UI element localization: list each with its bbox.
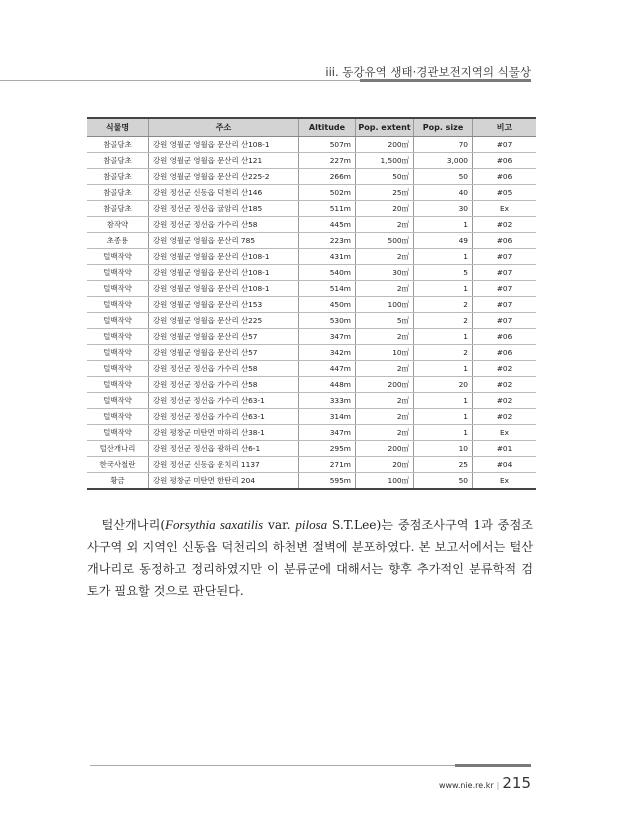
cell-altitude: 223m [299,233,356,249]
table-row [87,265,536,281]
table-header-row [87,118,536,137]
header-divider [0,80,360,81]
cell-address: 강원 정선군 정선읍 가수리 산58 [149,377,299,393]
cell-note: Ex [473,425,537,441]
cell-plant-name: 참골담초 [87,137,149,153]
variety-name: pilosa [295,517,328,532]
table-body [87,137,536,490]
cell-note: #07 [473,313,537,329]
cell-pop-extent: 2㎡ [356,361,414,377]
cell-plant-name: 털백작약 [87,409,149,425]
cell-pop-extent: 2㎡ [356,425,414,441]
cell-plant-name: 털백작약 [87,297,149,313]
cell-address: 강원 정선군 정선읍 가수리 산63-1 [149,393,299,409]
cell-note: #06 [473,329,537,345]
cell-altitude: 314m [299,409,356,425]
cell-altitude: 514m [299,281,356,297]
cell-plant-name: 초종용 [87,233,149,249]
cell-address: 강원 평창군 미탄면 마하리 산38-1 [149,425,299,441]
table-row [87,377,536,393]
cell-pop-size: 40 [414,185,473,201]
cell-note: #02 [473,393,537,409]
cell-address: 강원 영월군 영월읍 문산리 산57 [149,345,299,361]
cell-note: #07 [473,137,537,153]
cell-altitude: 342m [299,345,356,361]
scientific-name: Forsythia saxatilis [165,517,264,532]
cell-pop-size: 25 [414,457,473,473]
cell-pop-size: 1 [414,393,473,409]
cell-address: 강원 정선군 정선읍 가수리 산63-1 [149,409,299,425]
table-row [87,409,536,425]
cell-address: 강원 영월군 영월읍 문산리 산121 [149,153,299,169]
table-row [87,441,536,457]
cell-note: Ex [473,473,537,490]
table-row [87,329,536,345]
cell-pop-size: 10 [414,441,473,457]
paragraph-text: var. [263,518,296,532]
table-row [87,201,536,217]
cell-pop-extent: 200㎡ [356,137,414,153]
cell-note: #02 [473,377,537,393]
table-row [87,457,536,473]
cell-pop-size: 70 [414,137,473,153]
column-header-altitude: Altitude [299,118,356,137]
footer-divider [90,765,455,766]
cell-address: 강원 정선군 정선읍 귤암리 산185 [149,201,299,217]
cell-altitude: 448m [299,377,356,393]
column-header-note: 비고 [473,118,537,137]
cell-pop-size: 3,000 [414,153,473,169]
cell-note: #06 [473,169,537,185]
running-header: iii. 동강유역 생태·경관보전지역의 식물상 [325,65,531,79]
cell-plant-name: 털백작약 [87,249,149,265]
cell-altitude: 530m [299,313,356,329]
cell-note: #07 [473,297,537,313]
cell-pop-size: 5 [414,265,473,281]
cell-note: #05 [473,185,537,201]
cell-address: 강원 영월군 영월읍 문산리 785 [149,233,299,249]
cell-altitude: 511m [299,201,356,217]
cell-note: #04 [473,457,537,473]
cell-address: 강원 영월군 영월읍 문산리 산57 [149,329,299,345]
cell-pop-extent: 50㎡ [356,169,414,185]
cell-pop-size: 2 [414,313,473,329]
cell-pop-size: 50 [414,473,473,490]
cell-address: 강원 영월군 영월읍 문산리 산108-1 [149,137,299,153]
cell-pop-size: 1 [414,217,473,233]
cell-pop-size: 30 [414,201,473,217]
cell-altitude: 540m [299,265,356,281]
table-row [87,313,536,329]
cell-note: #01 [473,441,537,457]
cell-pop-size: 2 [414,345,473,361]
column-header-address: 주소 [149,118,299,137]
cell-pop-size: 1 [414,281,473,297]
cell-address: 강원 정선군 정선읍 가수리 산58 [149,217,299,233]
cell-pop-extent: 20㎡ [356,201,414,217]
cell-plant-name: 털백작약 [87,313,149,329]
paragraph-text: S.T.Lee)는 중점조사구역 1과 중점조사구역 외 지역인 신동읍 덕천리의 하천변 절벽에 분포하였다. 본 보고서에서는 털산개나리로 동정하고 정리하였지만 이 분류군에 대해서는 향후 추가적인 분류학적 검토가 필요할 것으로 판단된다. [87,518,534,598]
cell-pop-extent: 200㎡ [356,441,414,457]
cell-address: 강원 영월군 영월읍 문산리 산153 [149,297,299,313]
main-content [87,117,533,602]
cell-altitude: 595m [299,473,356,490]
column-header-pop-size: Pop. size [414,118,473,137]
cell-pop-size: 1 [414,425,473,441]
cell-note: #02 [473,361,537,377]
cell-address: 강원 영월군 영월읍 문산리 산108-1 [149,265,299,281]
cell-note: #07 [473,281,537,297]
cell-pop-size: 49 [414,233,473,249]
table-row [87,361,536,377]
cell-pop-size: 2 [414,297,473,313]
cell-pop-extent: 2㎡ [356,281,414,297]
cell-pop-extent: 100㎡ [356,473,414,490]
table-row [87,345,536,361]
page-footer [400,773,531,792]
cell-pop-size: 1 [414,361,473,377]
cell-pop-extent: 30㎡ [356,265,414,281]
cell-plant-name: 한국사철란 [87,457,149,473]
table-row [87,393,536,409]
cell-altitude: 271m [299,457,356,473]
cell-altitude: 333m [299,393,356,409]
cell-altitude: 347m [299,329,356,345]
cell-address: 강원 정선군 신동읍 덕천리 산146 [149,185,299,201]
table-row [87,249,536,265]
cell-address: 강원 영월군 영월읍 문산리 산225-2 [149,169,299,185]
cell-pop-extent: 2㎡ [356,217,414,233]
footer-url: www.nie.re.kr [438,781,494,790]
cell-plant-name: 참골담초 [87,153,149,169]
cell-altitude: 445m [299,217,356,233]
cell-note: #06 [473,233,537,249]
cell-plant-name: 털백작약 [87,281,149,297]
cell-note: #02 [473,409,537,425]
cell-address: 강원 영월군 영월읍 문산리 산108-1 [149,249,299,265]
cell-plant-name: 털백작약 [87,345,149,361]
cell-plant-name: 참골담초 [87,169,149,185]
cell-pop-extent: 5㎡ [356,313,414,329]
cell-note: #06 [473,153,537,169]
cell-plant-name: 털백작약 [87,329,149,345]
plant-location-table [87,117,536,490]
cell-note: #07 [473,265,537,281]
table-row [87,217,536,233]
cell-altitude: 447m [299,361,356,377]
table-row [87,185,536,201]
cell-pop-extent: 500㎡ [356,233,414,249]
cell-pop-size: 1 [414,409,473,425]
cell-altitude: 347m [299,425,356,441]
cell-address: 강원 영월군 영월읍 문산리 산225 [149,313,299,329]
header-accent-bar [360,79,531,82]
footer-accent-bar [455,764,531,767]
cell-note: #02 [473,217,537,233]
cell-pop-size: 50 [414,169,473,185]
cell-plant-name: 황금 [87,473,149,490]
page-number: 215 [502,774,531,792]
cell-pop-extent: 10㎡ [356,345,414,361]
cell-plant-name: 털백작약 [87,361,149,377]
column-header-plant-name: 식물명 [87,118,149,137]
cell-altitude: 507m [299,137,356,153]
cell-pop-extent: 25㎡ [356,185,414,201]
cell-altitude: 295m [299,441,356,457]
cell-pop-extent: 2㎡ [356,249,414,265]
cell-altitude: 227m [299,153,356,169]
cell-address: 강원 정선군 정선읍 광하리 산6-1 [149,441,299,457]
cell-address: 강원 정선군 정선읍 가수리 산58 [149,361,299,377]
cell-pop-size: 20 [414,377,473,393]
paragraph-text: 털산개나리( [101,518,166,532]
cell-address: 강원 정선군 신동읍 운치리 1137 [149,457,299,473]
footer-separator: | [496,781,500,790]
cell-note: #07 [473,249,537,265]
cell-pop-extent: 200㎡ [356,377,414,393]
cell-pop-extent: 2㎡ [356,329,414,345]
cell-plant-name: 털산개나리 [87,441,149,457]
column-header-pop-extent: Pop. extent [356,118,414,137]
table-row [87,153,536,169]
table-row [87,281,536,297]
cell-plant-name: 털백작약 [87,377,149,393]
table-row [87,425,536,441]
table-row [87,297,536,313]
cell-note: #06 [473,345,537,361]
cell-pop-extent: 2㎡ [356,393,414,409]
table-row [87,137,536,153]
cell-address: 강원 평창군 미탄면 한탄리 204 [149,473,299,490]
cell-plant-name: 털백작약 [87,393,149,409]
cell-altitude: 431m [299,249,356,265]
table-row [87,169,536,185]
cell-plant-name: 털백작약 [87,265,149,281]
cell-plant-name: 털백작약 [87,425,149,441]
cell-pop-size: 1 [414,249,473,265]
cell-pop-extent: 20㎡ [356,457,414,473]
cell-altitude: 450m [299,297,356,313]
cell-pop-extent: 2㎡ [356,409,414,425]
cell-note: Ex [473,201,537,217]
cell-plant-name: 참골담초 [87,201,149,217]
cell-pop-extent: 1,500㎡ [356,153,414,169]
cell-plant-name: 참골담초 [87,185,149,201]
body-paragraph [87,514,533,602]
cell-plant-name: 참작약 [87,217,149,233]
table-row [87,233,536,249]
cell-altitude: 502m [299,185,356,201]
cell-pop-extent: 100㎡ [356,297,414,313]
cell-pop-size: 1 [414,329,473,345]
cell-address: 강원 영월군 영월읍 문산리 산108-1 [149,281,299,297]
table-row [87,473,536,490]
cell-altitude: 266m [299,169,356,185]
